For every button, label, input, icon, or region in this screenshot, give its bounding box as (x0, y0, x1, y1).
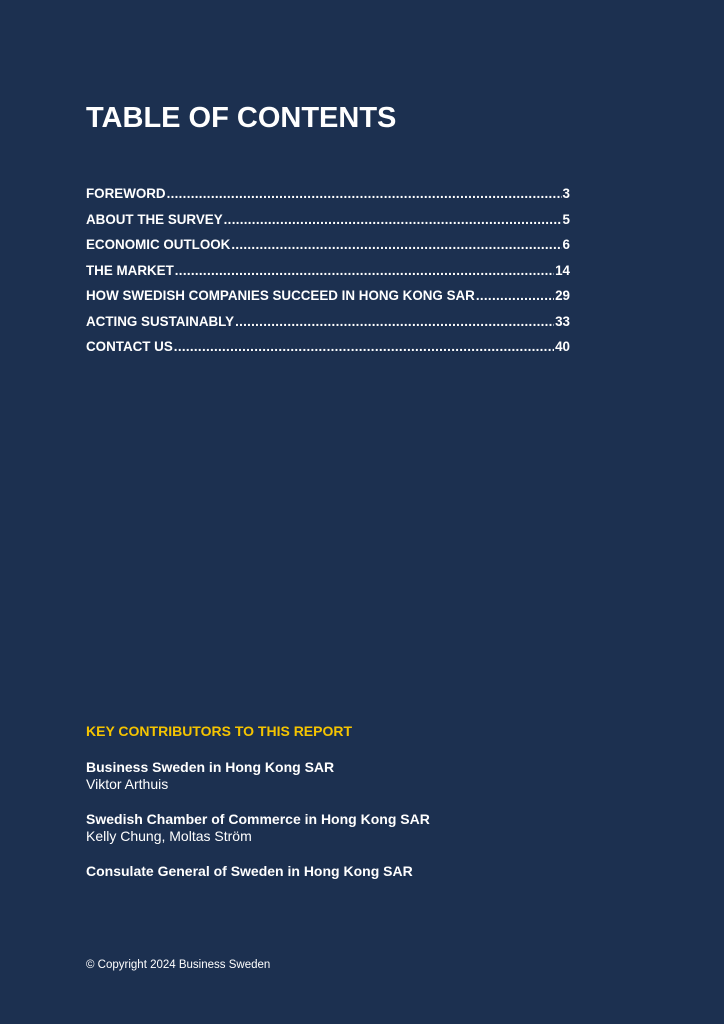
toc-item-acting-sustainably[interactable] (86, 314, 570, 340)
toc-dot-leader (235, 314, 554, 329)
toc-page-number: 29 (555, 288, 570, 303)
toc-item-foreword[interactable] (86, 186, 570, 212)
toc-page-number: 14 (555, 262, 570, 278)
toc-item-label: ABOUT THE SURVEY (86, 211, 223, 227)
toc-page-number: 33 (555, 313, 570, 329)
contributor-organization (86, 863, 430, 880)
toc-item-label: FOREWORD (86, 186, 166, 201)
toc-item-the-market[interactable] (86, 263, 570, 289)
key-contributors-section (86, 723, 430, 898)
organization-people: Kelly Chung, Moltas Ström (86, 828, 252, 844)
toc-item-label: HOW SWEDISH COMPANIES SUCCEED IN HONG KONG SAR (86, 288, 475, 303)
toc-page-number: 6 (562, 237, 570, 252)
toc-item-how-swedish-companies-succeed[interactable] (86, 288, 570, 314)
toc-dot-leader (224, 212, 562, 227)
copyright-notice: © Copyright 2024 Business Sweden (86, 959, 271, 971)
contributors-heading: KEY CONTRIBUTORS TO THIS REPORT (86, 723, 353, 739)
organization-name: Business Sweden in Hong Kong SAR (86, 759, 335, 775)
toc-dot-leader (231, 237, 561, 252)
toc-page-number: 3 (562, 186, 570, 201)
toc-item-contact-us[interactable] (86, 339, 570, 365)
toc-item-label: THE MARKET (86, 262, 174, 278)
contributor-organization (86, 811, 430, 845)
table-of-contents (86, 186, 570, 365)
toc-dot-leader (175, 263, 554, 278)
toc-page-number: 40 (555, 339, 570, 354)
toc-dot-leader (174, 339, 554, 354)
toc-dot-leader (167, 186, 562, 201)
contributor-organization (86, 759, 430, 793)
toc-item-label: CONTACT US (86, 339, 173, 354)
page-title: TABLE OF CONTENTS (86, 102, 397, 134)
toc-item-about-the-survey[interactable] (86, 212, 570, 238)
toc-dot-leader (476, 288, 554, 303)
organization-name: Consulate General of Sweden in Hong Kong SAR (86, 863, 413, 879)
toc-item-label: ACTING SUSTAINABLY (86, 313, 235, 329)
organization-people: Viktor Arthuis (86, 776, 169, 792)
toc-page-number: 5 (562, 211, 570, 227)
toc-item-economic-outlook[interactable] (86, 237, 570, 263)
organization-name: Swedish Chamber of Commerce in Hong Kong SAR (86, 811, 430, 827)
toc-item-label: ECONOMIC OUTLOOK (86, 237, 231, 252)
